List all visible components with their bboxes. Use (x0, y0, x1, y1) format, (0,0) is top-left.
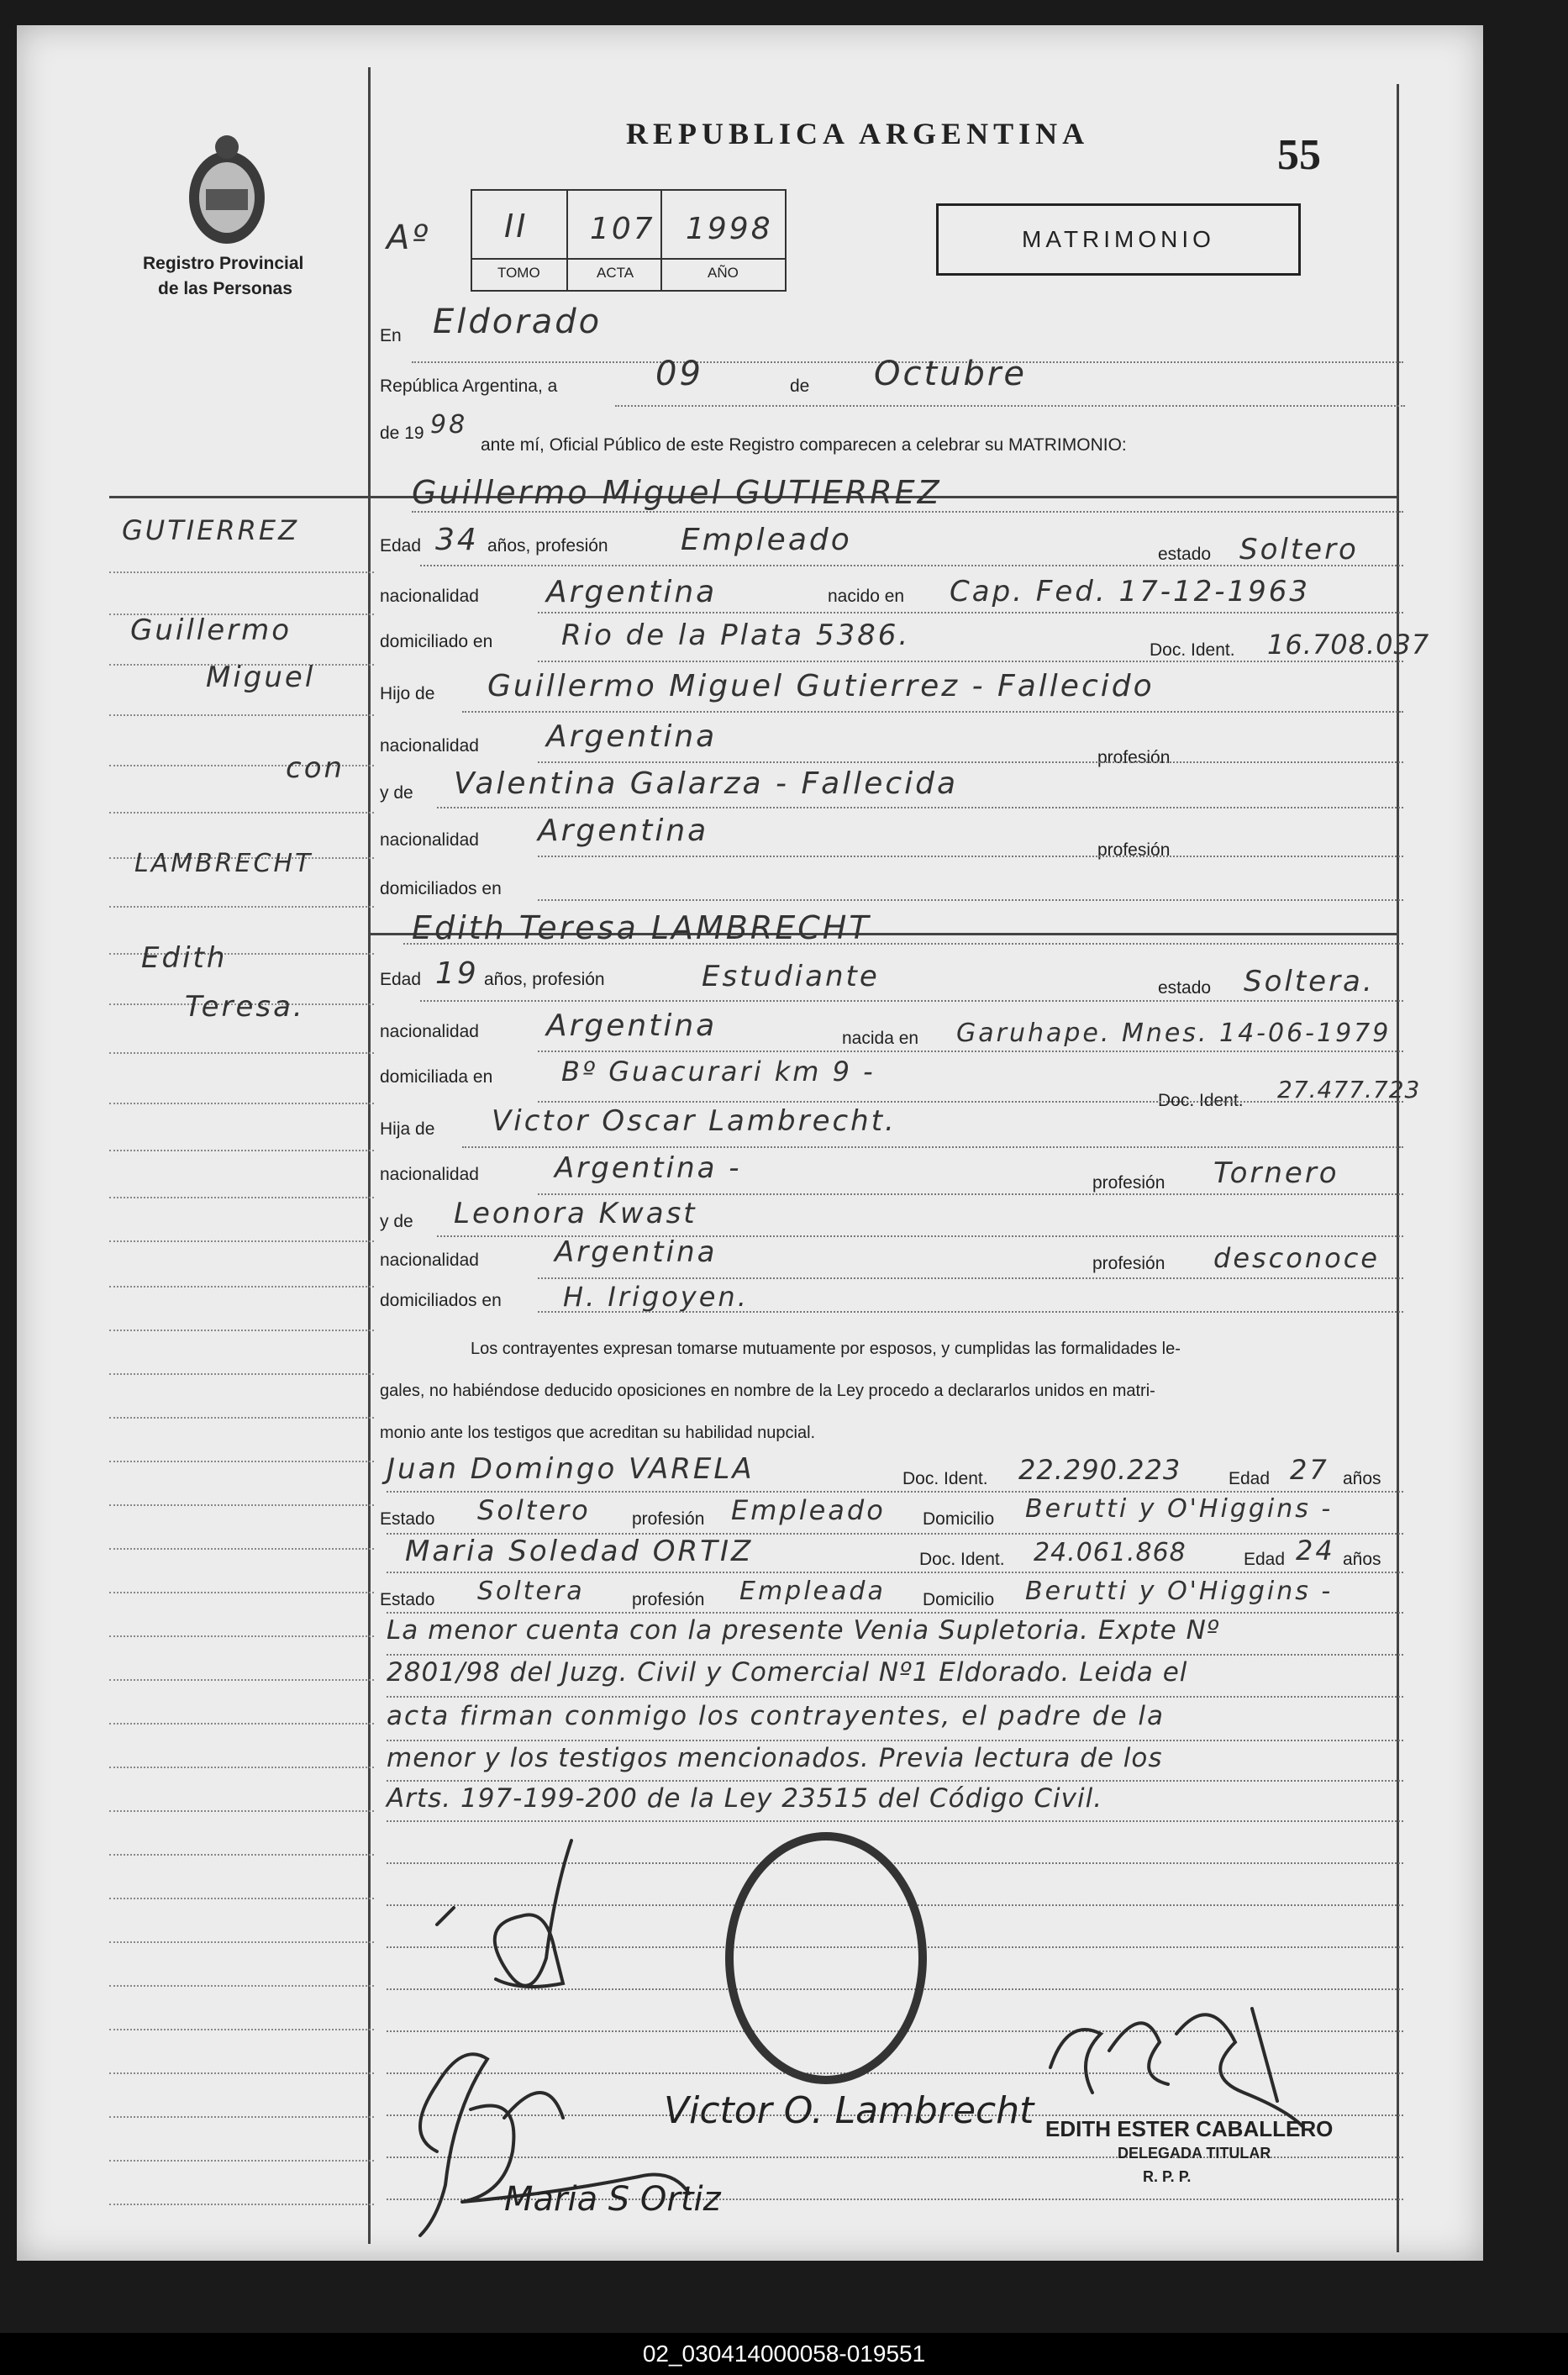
bride-yde-label: y de (380, 1212, 413, 1231)
year-prefix: de 19 (380, 424, 424, 443)
bride-edad: 19 (435, 956, 479, 991)
groom-nacido: Cap. Fed. 17-12-1963 (950, 575, 1311, 608)
margin-name2b: Teresa. (185, 990, 305, 1024)
bride-doms: H. Irigoyen. (563, 1281, 749, 1313)
witness2-estado-label: Estado (380, 1590, 435, 1609)
bride-hija-label: Hija de (380, 1119, 435, 1139)
ano-value: 1998 (686, 212, 773, 246)
groom-madre-prof-label: profesión (1097, 840, 1171, 860)
bride-madre-prof: desconoce (1213, 1242, 1380, 1274)
groom-madre-nac-label: nacionalidad (380, 830, 479, 850)
groom-anos-label: años, profesión (487, 536, 608, 556)
groom-doc: 16.708.037 (1267, 629, 1430, 661)
bride-madre: Leonora Kwast (454, 1197, 697, 1230)
margin-surname2: LAMBRECHT (134, 849, 313, 878)
bride-edad-label: Edad (380, 970, 422, 989)
bride-nac-label: nacionalidad (380, 1022, 479, 1041)
groom-padre-nac-label: nacionalidad (380, 736, 479, 756)
groom-edad-label: Edad (380, 536, 422, 556)
witness1-doc: 22.290.223 (1018, 1454, 1181, 1486)
witness2-prof-label: profesión (632, 1590, 705, 1609)
note-line3: acta firman conmigo los contrayentes, el padre de la (387, 1701, 1165, 1731)
groom-padre-nac: Argentina (546, 719, 718, 754)
witness2-dom: Berutti y O'Higgins - (1025, 1577, 1334, 1606)
note-line2: 2801/98 del Juzg. Civil y Comercial Nº1 Eldorado. Leida el (387, 1657, 1188, 1688)
bride-estado-label: estado (1158, 978, 1212, 998)
republica-label: República Argentina, a (380, 377, 558, 396)
witness1-name: Juan Domingo VARELA (387, 1452, 755, 1486)
acta-label: ACTA (597, 265, 634, 281)
bride-padre-prof: Tornero (1213, 1156, 1339, 1190)
groom-madre-nac: Argentina (538, 814, 709, 848)
bride-full-name: Edith Teresa LAMBRECHT (412, 909, 871, 946)
bride-nacida-label: nacida en (842, 1029, 919, 1048)
bride-domicilio: Bº Guacurari km 9 - (561, 1056, 876, 1087)
bride-profesion: Estudiante (702, 960, 880, 993)
bride-madre-nac-label: nacionalidad (380, 1251, 479, 1270)
country-title: REPUBLICA ARGENTINA (626, 117, 1090, 150)
witness2-anos-label: años (1343, 1550, 1381, 1569)
groom-doc-label: Doc. Ident. (1150, 640, 1235, 660)
right-border (1397, 84, 1399, 2252)
bride-estado: Soltera. (1244, 965, 1375, 998)
bride-dom-label: domiciliada en (380, 1067, 493, 1087)
witness1-estado-label: Estado (380, 1509, 435, 1529)
groom-estado: Soltero (1239, 533, 1359, 566)
tomo-value: II (504, 208, 529, 245)
margin-name1b: Miguel (206, 661, 316, 694)
groom-hijo-label: Hijo de (380, 684, 435, 703)
registry-line1: Registro Provincial (143, 254, 304, 273)
registry-line2: de las Personas (158, 279, 292, 298)
witness2-estado: Soltera (477, 1577, 585, 1606)
bride-doc: 27.477.723 (1277, 1076, 1421, 1103)
witness1-doc-label: Doc. Ident. (902, 1469, 988, 1488)
witness2-prof: Empleada (739, 1577, 886, 1606)
bride-doms-label: domiciliados en (380, 1291, 502, 1310)
witness1-prof: Empleado (731, 1494, 886, 1526)
bride-madre-nac: Argentina (555, 1235, 718, 1269)
page-number: 55 (1277, 131, 1321, 179)
groom-estado-label: estado (1158, 545, 1212, 564)
bride-nacida: Garuhape. Mnes. 14-06-1979 (956, 1019, 1392, 1048)
ano-label: AÑO (708, 265, 739, 281)
witness1-anos-label: años (1343, 1469, 1381, 1488)
certificate-page (17, 25, 1483, 2261)
note-line1: La menor cuenta con la presente Venia Supletoria. Expte Nº (387, 1615, 1220, 1646)
bride-padre: Victor Oscar Lambrecht. (492, 1104, 897, 1138)
tomo-acta-ano-box (471, 189, 787, 292)
signature-groom (429, 1824, 580, 2009)
witness2-edad: 24 (1296, 1535, 1335, 1567)
margin-surname1: GUTIERREZ (122, 514, 300, 546)
note-line4: menor y los testigos mencionados. Previa lectura de los (387, 1743, 1163, 1773)
declaration-line2: gales, no habiéndose deducido oposiciones en nombre de la Ley procedo a declararlos unidos en matri- (380, 1382, 1155, 1400)
groom-domicilio: Rio de la Plata 5386. (561, 619, 911, 652)
groom-padre-prof-label: profesión (1097, 748, 1171, 767)
acta-prefix: Aº (387, 219, 431, 257)
groom-full-name: Guillermo Miguel GUTIERREZ (412, 474, 942, 511)
margin-divider (368, 67, 371, 2244)
bride-padre-nac: Argentina - (555, 1151, 742, 1185)
margin-name2a: Edith (141, 941, 228, 975)
signature-official (1034, 1983, 1319, 2135)
declaration-line1: Los contrayentes expresan tomarse mutuamente por esposos, y cumplidas las formalidades le- (471, 1340, 1181, 1358)
signer-name: EDITH ESTER CABALLERO (1045, 2116, 1334, 2141)
official-stamp-icon (725, 1832, 927, 2084)
groom-nac-label: nacionalidad (380, 587, 479, 606)
witness2-name: Maria Soledad ORTIZ (405, 1535, 754, 1568)
witness2-doc: 24.061.868 (1034, 1538, 1187, 1567)
groom-yde-label: y de (380, 783, 413, 803)
note-line5: Arts. 197-199-200 de la Ley 23515 del Código Civil. (387, 1783, 1103, 1814)
image-code-footer: 02_030414000058-019551 (0, 2333, 1568, 2375)
margin-name1a: Guillermo (130, 613, 292, 647)
witness1-dom-label: Domicilio (923, 1509, 995, 1529)
signer-title: DELEGADA TITULAR (1118, 2145, 1271, 2162)
witness1-dom: Berutti y O'Higgins - (1025, 1494, 1334, 1524)
year-suffix: 98 (430, 410, 468, 440)
acta-value: 107 (590, 212, 655, 246)
witness1-estado: Soltero (477, 1494, 591, 1526)
signer-org: R. P. P. (1143, 2168, 1192, 2185)
place: Eldorado (433, 303, 602, 341)
witness2-edad-label: Edad (1244, 1550, 1286, 1569)
de-label: de (790, 377, 810, 396)
declaration-line3: monio ante los testigos que acreditan su habilidad nupcial. (380, 1424, 816, 1442)
bride-padre-nac-label: nacionalidad (380, 1165, 479, 1184)
day: 09 (655, 355, 703, 393)
groom-doms-label: domiciliados en (380, 879, 502, 898)
groom-madre: Valentina Galarza - Fallecida (454, 766, 959, 801)
witness2-doc-label: Doc. Ident. (919, 1550, 1005, 1569)
bride-padre-prof-label: profesión (1092, 1173, 1165, 1193)
groom-profesion: Empleado (681, 523, 852, 557)
month: Octubre (874, 355, 1027, 393)
signature-victor-lambrecht: Victor O. Lambrecht (664, 2089, 1034, 2132)
tomo-label: TOMO (497, 265, 540, 281)
bride-madre-prof-label: profesión (1092, 1254, 1165, 1273)
groom-edad: 34 (435, 523, 479, 557)
bride-doc-label: Doc. Ident. (1158, 1091, 1244, 1110)
en-label: En (380, 326, 402, 345)
bride-anos-label: años, profesión (484, 970, 605, 989)
witness2-dom-label: Domicilio (923, 1590, 995, 1609)
groom-nacido-label: nacido en (828, 587, 905, 606)
groom-dom-label: domiciliado en (380, 632, 493, 651)
witness1-prof-label: profesión (632, 1509, 705, 1529)
document-type-box: MATRIMONIO (936, 203, 1301, 276)
bride-nacionalidad: Argentina (546, 1008, 718, 1043)
signature-maria-ortiz: Maria S Ortiz (504, 2180, 721, 2219)
intro-text: ante mí, Oficial Público de este Registro comparecen a celebrar su MATRIMONIO: (481, 435, 1127, 455)
witness1-edad-label: Edad (1229, 1469, 1271, 1488)
witness1-edad: 27 (1290, 1454, 1329, 1486)
groom-nacionalidad: Argentina (546, 575, 718, 609)
groom-padre: Guillermo Miguel Gutierrez - Fallecido (487, 669, 1155, 703)
margin-con: con (286, 751, 345, 785)
coat-of-arms-icon (181, 126, 273, 261)
